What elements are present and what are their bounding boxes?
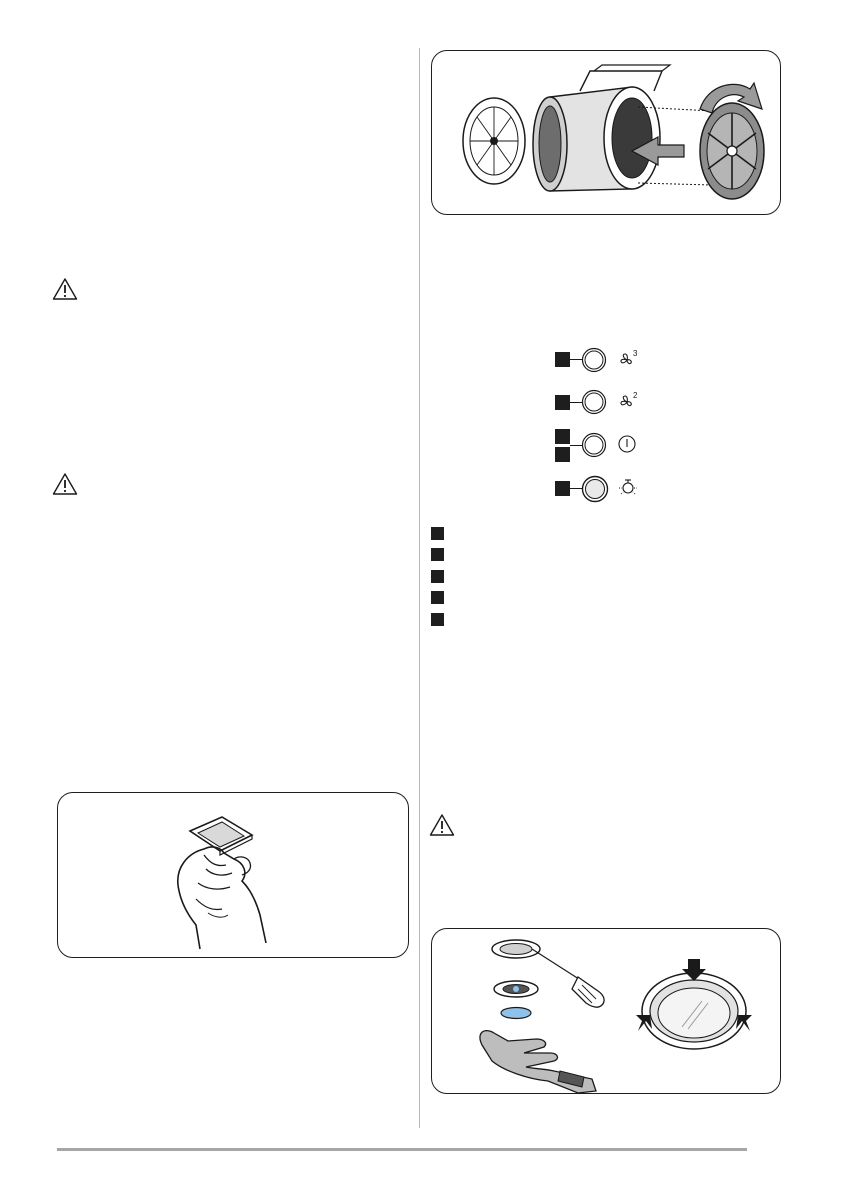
control-callout-marker	[555, 395, 570, 410]
control-callout-marker	[555, 481, 570, 496]
fan-speed-2-button[interactable]	[581, 389, 607, 415]
grease-filter-illustration-frame	[57, 792, 409, 958]
legend-marker-2	[431, 548, 444, 561]
fan-speed-3-icon	[619, 348, 641, 368]
power-button[interactable]	[581, 432, 607, 458]
power-on-off-icon	[617, 434, 637, 454]
footer-rule	[57, 1148, 747, 1151]
light-bulb-icon	[617, 476, 639, 498]
control-panel	[555, 346, 655, 506]
legend-marker-4	[431, 591, 444, 604]
legend-marker-3	[431, 570, 444, 583]
column-divider	[419, 48, 420, 1128]
warning-triangle-icon	[429, 813, 455, 837]
svg-text:2: 2	[633, 391, 638, 400]
light-button[interactable]	[581, 475, 609, 503]
carbon-filter-illustration-frame	[431, 50, 781, 215]
gloved-hand-lamp-replacement-illustration	[432, 929, 782, 1095]
warning-triangle-icon	[52, 277, 78, 301]
control-callout-marker	[555, 447, 570, 462]
fan-speed-2-icon	[619, 390, 641, 410]
control-callout-marker	[555, 352, 570, 367]
warning-triangle-icon	[52, 472, 78, 496]
fan-speed-3-button[interactable]	[581, 347, 607, 373]
lamp-replacement-illustration-frame	[431, 928, 781, 1094]
motor-with-carbon-filter-illustration	[432, 51, 782, 216]
hand-holding-filter-clip-illustration	[58, 793, 410, 959]
control-callout-marker	[555, 429, 570, 444]
legend-marker-5	[431, 613, 444, 626]
legend-marker-1	[431, 527, 444, 540]
svg-text:3: 3	[633, 349, 638, 358]
